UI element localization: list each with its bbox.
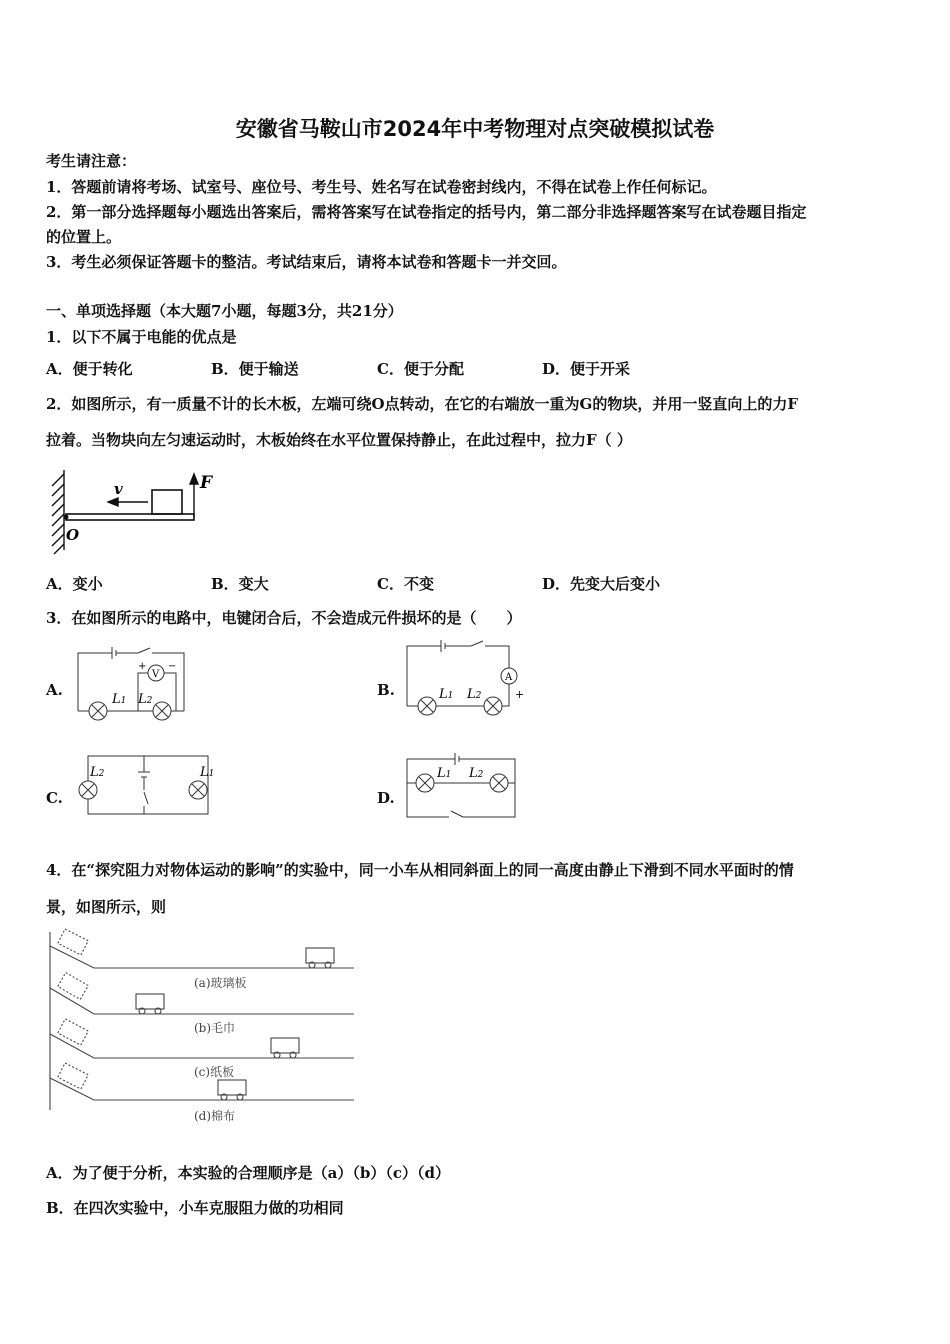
lever-figure [44,466,224,556]
lamp-l2-label-c: L2 [90,765,105,780]
lamp-l2-label: L2 [138,692,153,707]
plus-sign-b: + [515,688,525,701]
surface-cotton-label: (d)棉布 [194,1109,236,1123]
lamp-l2-label-d: L2 [469,766,484,781]
q3-option-c-label: C. [46,789,63,807]
notice-item-1: 1．答题前请将考场、试室号、座位号、考生号、姓名写在试卷密封线内，不得在试卷上作任何标记。 [46,178,717,196]
lamp-l1-label-d: L1 [437,766,452,781]
ammeter-label: A [505,672,513,683]
page-title: 安徽省马鞍山市2024年中考物理对点突破模拟试卷 [235,117,715,141]
q3-option-d-label: D. [377,789,395,807]
lamp-l1-label-c: L1 [200,765,215,780]
notice-heading: 考生请注意： [46,152,137,170]
q1-option-c: C．便于分配 [377,360,464,378]
q3-option-b-label: B. [377,681,395,699]
pivot-label: O [66,526,80,544]
q2-option-a: A．变小 [46,575,103,593]
q4-stem-line2: 景，如图所示，则 [46,898,167,916]
q3-option-a-label: A. [46,681,63,699]
q4-option-b: B．在四次实验中，小车克服阻力做的功相同 [46,1199,344,1217]
q4-option-a: A．为了便于分析，本实验的合理顺序是（a）（b）（c）（d） [46,1164,450,1182]
circuit-c [76,750,216,820]
q1-option-b: B．便于输送 [211,360,299,378]
notice-item-3: 3．考生必须保证答题卡的整洁。考试结束后，请将本试卷和答题卡一并交回。 [46,253,567,271]
q2-option-b: B．变大 [211,575,269,593]
circuit-a [76,645,191,725]
surface-towel-label: (b)毛巾 [194,1021,236,1035]
lamp-l1-label-b: L1 [439,687,454,702]
lamp-l2-label-b: L2 [467,687,482,702]
velocity-label: v [114,480,123,498]
q2-stem-line2: 拉着。当物块向左匀速运动时，木板始终在水平位置保持静止，在此过程中，拉力F（ ） [46,431,632,449]
surface-glass-label: (a)玻璃板 [194,976,247,990]
q2-stem-line1: 2．如图所示，有一质量不计的长木板，左端可绕O点转动，在它的右端放一重为G的物块，并用一竖直向上的力F [46,395,798,413]
q1-option-d: D．便于开采 [542,360,631,378]
lamp-l1-label: L1 [112,692,127,707]
q3-stem: 3．在如图所示的电路中，电键闭合后，不会造成元件损坏的是（ ） [46,609,522,627]
ramp-experiment-figure [44,928,356,1128]
circuit-d [405,745,520,821]
notice-item-2: 2．第一部分选择题每小题选出答案后，需将答案写在试卷指定的括号内，第二部分非选择题答案写在试卷题目指定 [46,203,807,221]
q2-option-c: C．不变 [377,575,434,593]
plus-sign: + [138,661,147,672]
circuit-b [405,638,530,723]
q1-option-a: A．便于转化 [46,360,133,378]
voltmeter-label: V [152,669,160,680]
surface-cardboard-label: (c)纸板 [194,1065,235,1079]
notice-item-2-cont: 的位置上。 [46,228,122,246]
q4-stem-line1: 4．在“探究阻力对物体运动的影响”的实验中，同一小车从相同斜面上的同一高度由静止下滑到不同水平面时的情 [46,861,794,879]
q1-stem: 1．以下不属于电能的优点是 [46,328,237,346]
section-heading: 一、单项选择题（本大题7小题，每题3分，共21分） [46,302,403,320]
force-label: F [200,473,213,493]
minus-sign: − [168,661,177,672]
q2-option-d: D．先变大后变小 [542,575,661,593]
